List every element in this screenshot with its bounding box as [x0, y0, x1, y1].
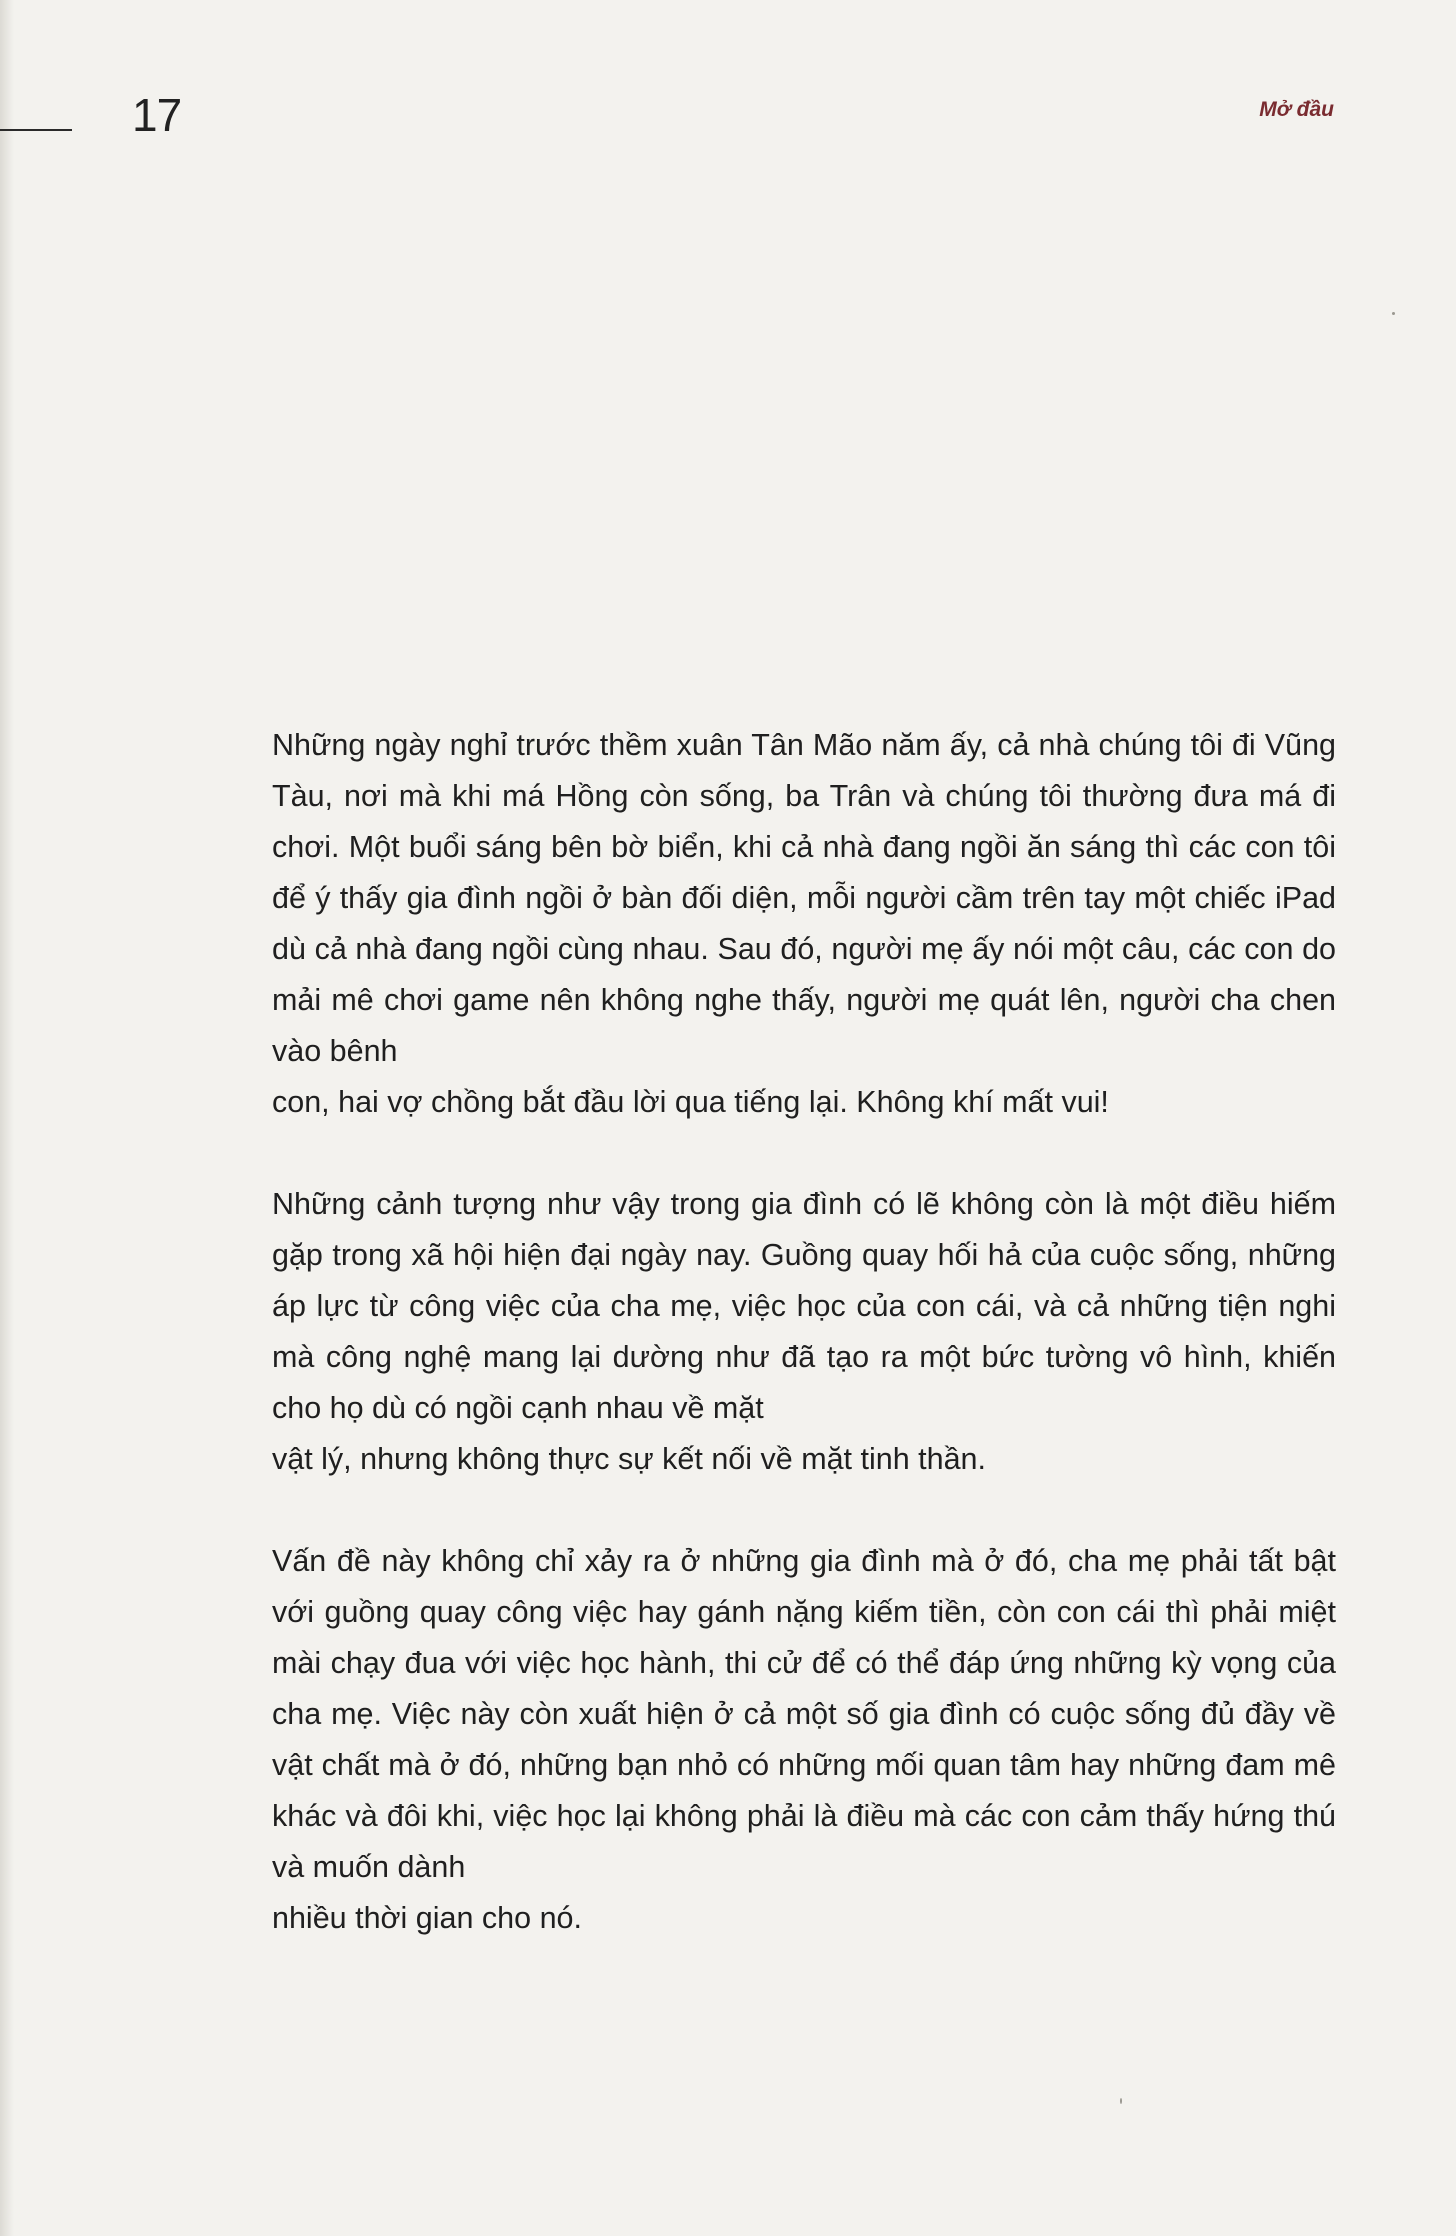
paragraph-3-body: Vấn đề này không chỉ xảy ra ở những gia đình mà ở đó, cha mẹ phải tất bật với guồng quay công việc hay gánh nặng kiếm tiền, còn con cái thì phải miệt mài chạy đua với việc học hành, thi cử để có thể đáp ứng những kỳ vọng của cha mẹ. Việc này còn xuất hiện ở cả một số gia đình có cuộc sống đủ đầy về vật chất mà ở đó, những bạn nhỏ có những mối quan tâm hay những đam mê khác và đôi khi, việc học lại không phải là điều mà các con cảm thấy hứng thú và muốn dành [272, 1544, 1336, 1884]
running-head: Mở đầu [1259, 98, 1334, 121]
page-edge-shadow [0, 0, 14, 2236]
paragraph-2 [272, 1179, 1336, 1485]
header-rule [0, 129, 72, 131]
paragraph-2-body: Những cảnh tượng như vậy trong gia đình có lẽ không còn là một điều hiếm gặp trong xã hội hiện đại ngày nay. Guồng quay hối hả của cuộc sống, những áp lực từ công việc của cha mẹ, việc học của con cái, và cả những tiện nghi mà công nghệ mang lại dường như đã tạo ra một bức tường vô hình, khiến cho họ dù có ngồi cạnh nhau về mặt [272, 1187, 1336, 1425]
paragraph-3 [272, 1536, 1336, 1944]
paragraph-1-last-line: con, hai vợ chồng bắt đầu lời qua tiếng lại. Không khí mất vui! [272, 1085, 1109, 1119]
body-text [272, 720, 1336, 1944]
paragraph-1-body: Những ngày nghỉ trước thềm xuân Tân Mão năm ấy, cả nhà chúng tôi đi Vũng Tàu, nơi mà khi má Hồng còn sống, ba Trân và chúng tôi thường đưa má đi chơi. Một buổi sáng bên bờ biển, khi cả nhà đang ngồi ăn sáng thì các con tôi để ý thấy gia đình ngồi ở bàn đối diện, mỗi người cầm trên tay một chiếc iPad dù cả nhà đang ngồi cùng nhau. Sau đó, người mẹ ấy nói một câu, các con do mải mê chơi game nên không nghe thấy, người mẹ quát lên, người cha chen vào bênh [272, 728, 1336, 1068]
paper-speck [1392, 312, 1395, 315]
paragraph-2-last-line: vật lý, nhưng không thực sự kết nối về mặt tinh thần. [272, 1442, 986, 1476]
paragraph-1 [272, 720, 1336, 1128]
page-number: 17 [132, 89, 182, 141]
paragraph-3-last-line: nhiều thời gian cho nó. [272, 1901, 582, 1935]
paper-speck [1120, 2098, 1122, 2104]
